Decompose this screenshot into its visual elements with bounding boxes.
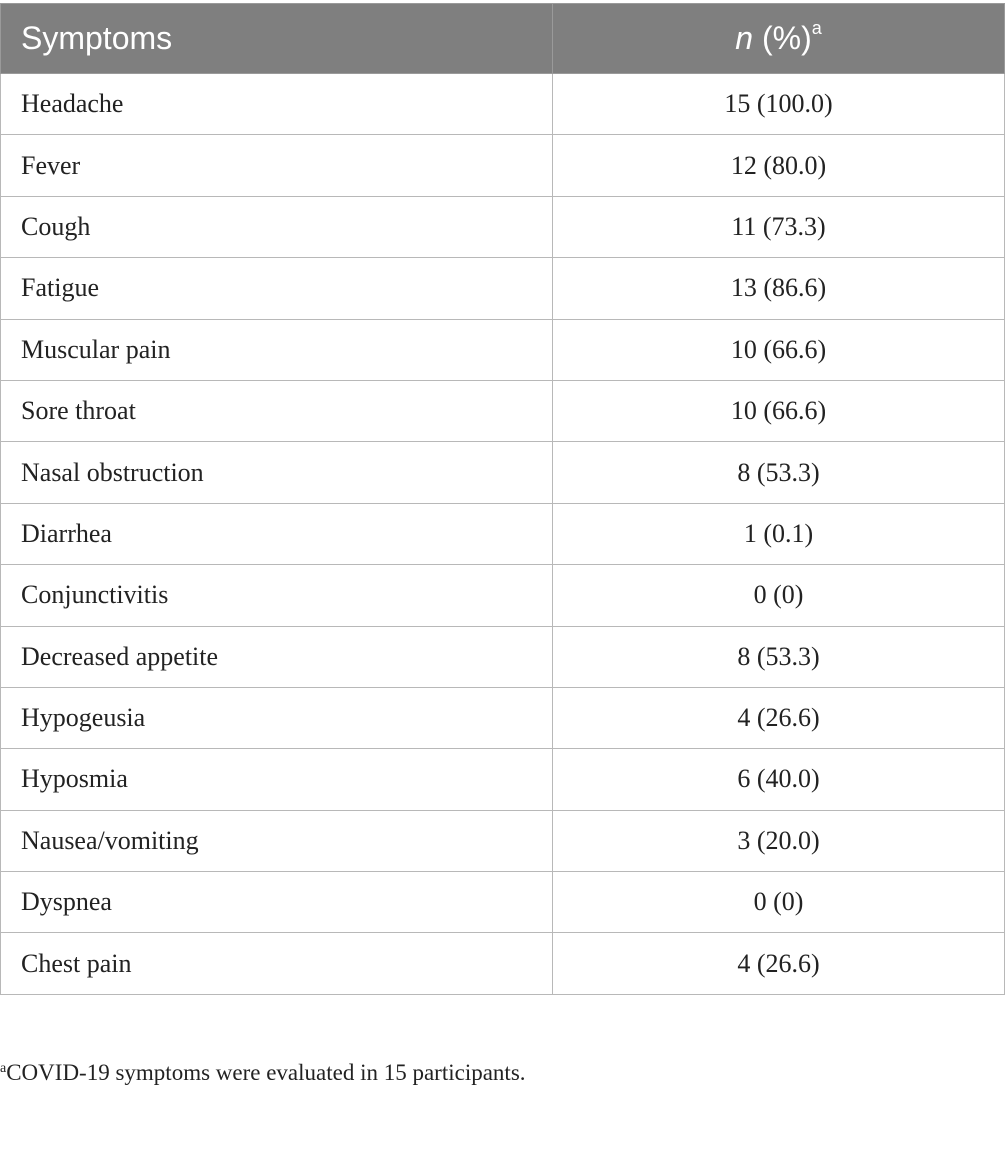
symptom-cell: Nasal obstruction: [1, 442, 553, 503]
symptom-cell: Sore throat: [1, 380, 553, 441]
symptom-cell: Dyspnea: [1, 872, 553, 933]
table-row: [1, 196, 1005, 257]
table-row: [1, 380, 1005, 441]
symptom-cell: Hyposmia: [1, 749, 553, 810]
value-cell: 12 (80.0): [553, 135, 1005, 196]
table-row: [1, 687, 1005, 748]
table-row: [1, 258, 1005, 319]
value-cell: 4 (26.6): [553, 687, 1005, 748]
table-row: [1, 503, 1005, 564]
value-cell: 1 (0.1): [553, 503, 1005, 564]
symptom-cell: Nausea/vomiting: [1, 810, 553, 871]
value-cell: 3 (20.0): [553, 810, 1005, 871]
symptom-cell: Cough: [1, 196, 553, 257]
symptoms-table: [0, 3, 1005, 995]
value-cell: 10 (66.6): [553, 319, 1005, 380]
value-cell: 6 (40.0): [553, 749, 1005, 810]
symptom-cell: Headache: [1, 74, 553, 135]
table-row: [1, 319, 1005, 380]
table-row: [1, 565, 1005, 626]
table-row: [1, 74, 1005, 135]
value-cell: 11 (73.3): [553, 196, 1005, 257]
symptom-cell: Chest pain: [1, 933, 553, 994]
value-cell: 0 (0): [553, 872, 1005, 933]
value-cell: 8 (53.3): [553, 626, 1005, 687]
symptom-cell: Muscular pain: [1, 319, 553, 380]
value-cell: 8 (53.3): [553, 442, 1005, 503]
table-row: [1, 933, 1005, 994]
header-n-percent: [553, 4, 1005, 74]
table-footnote: [0, 1060, 526, 1086]
symptom-cell: Decreased appetite: [1, 626, 553, 687]
footnote-text: COVID-19 symptoms were evaluated in 15 participants.: [6, 1060, 526, 1085]
symptoms-table-container: [0, 3, 1004, 995]
value-cell: 15 (100.0): [553, 74, 1005, 135]
table-row: [1, 810, 1005, 871]
symptom-cell: Fatigue: [1, 258, 553, 319]
header-percent: (%): [753, 20, 812, 56]
header-symptoms: Symptoms: [1, 4, 553, 74]
table-row: [1, 872, 1005, 933]
value-cell: 4 (26.6): [553, 933, 1005, 994]
symptom-cell: Fever: [1, 135, 553, 196]
value-cell: 0 (0): [553, 565, 1005, 626]
symptom-cell: Conjunctivitis: [1, 565, 553, 626]
header-row: [1, 4, 1005, 74]
symptom-cell: Diarrhea: [1, 503, 553, 564]
value-cell: 13 (86.6): [553, 258, 1005, 319]
table-row: [1, 749, 1005, 810]
value-cell: 10 (66.6): [553, 380, 1005, 441]
header-n: n: [735, 20, 754, 56]
table-row: [1, 626, 1005, 687]
table-row: [1, 442, 1005, 503]
table-row: [1, 135, 1005, 196]
symptom-cell: Hypogeusia: [1, 687, 553, 748]
table-body: [1, 74, 1005, 995]
table-header: [1, 4, 1005, 74]
header-footnote-marker: a: [811, 18, 822, 38]
footnote-marker: a: [0, 1061, 7, 1076]
